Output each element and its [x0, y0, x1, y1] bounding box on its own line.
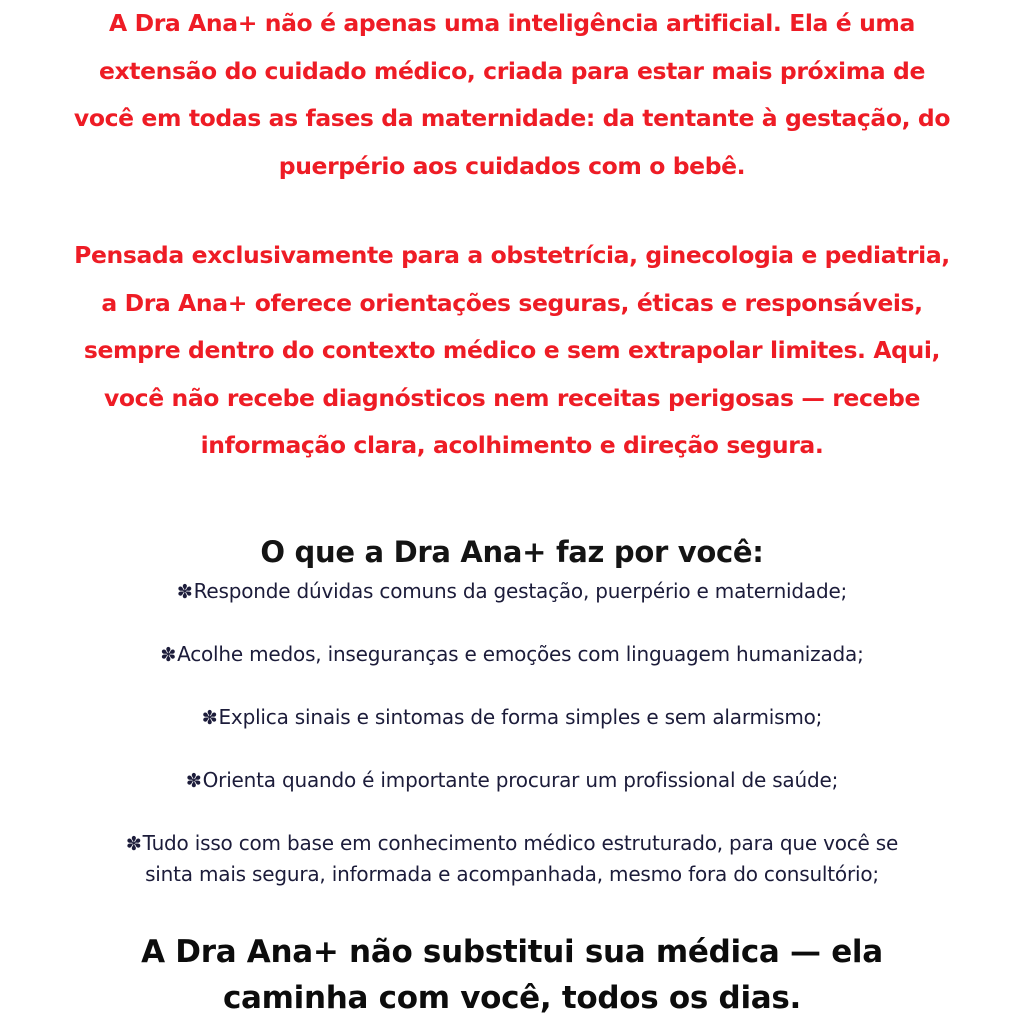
mission-line-3: sempre dentro do contexto médico e sem extrapolar limites. Aqui,: [83, 336, 941, 364]
feature-item: [8, 765, 1016, 796]
features-list: [8, 576, 1016, 889]
feature-text-line-1: Tudo isso com base em conhecimento médico estruturado, para que você se: [142, 830, 899, 855]
closing-line-2: caminha com você, todos os dias.: [222, 979, 802, 1016]
feature-text: Explica sinais e sintomas de forma simples e sem alarmismo;: [218, 704, 823, 729]
mission-line-1: Pensada exclusivamente para a obstetrícia, ginecologia e pediatria,: [74, 241, 950, 269]
feature-text: Orienta quando é importante procurar um profissional de saúde;: [202, 767, 839, 792]
closing-statement: [8, 929, 1016, 1021]
feature-text-line-2: sinta mais segura, informada e acompanhada, mesmo fora do consultório;: [145, 861, 879, 886]
intro-line-2: extensão do cuidado médico, criada para estar mais próxima de: [99, 56, 925, 85]
mission-paragraph: [8, 232, 1016, 470]
flower-bullet-icon: ✽: [176, 580, 193, 603]
intro-line-3: você em todas as fases da maternidade: da tentante à gestação, do: [73, 104, 951, 132]
intro-line-1: A Dra Ana+ não é apenas uma inteligência artificial. Ela é uma: [109, 9, 915, 37]
flower-bullet-icon: ✽: [201, 706, 218, 729]
intro-line-4: puerpério aos cuidados com o bebê.: [278, 151, 746, 180]
feature-item: [8, 828, 1016, 889]
flower-bullet-icon: ✽: [160, 643, 177, 666]
feature-item: [8, 639, 1016, 670]
feature-item: [8, 702, 1016, 733]
features-heading: O que a Dra Ana+ faz por você:: [260, 534, 764, 569]
feature-text: Responde dúvidas comuns da gestação, puerpério e maternidade;: [193, 578, 848, 603]
flower-bullet-icon: ✽: [185, 769, 202, 792]
feature-item: [8, 576, 1016, 607]
closing-line-1: A Dra Ana+ não substitui sua médica — ela: [141, 933, 883, 970]
flower-bullet-icon: ✽: [125, 832, 142, 855]
feature-text: Acolhe medos, inseguranças e emoções com linguagem humanizada;: [177, 641, 864, 666]
mission-line-4: você não recebe diagnósticos nem receitas perigosas — recebe: [104, 383, 920, 412]
mission-line-2: a Dra Ana+ oferece orientações seguras, éticas e responsáveis,: [101, 288, 923, 317]
mission-line-5: informação clara, acolhimento e direção segura.: [200, 431, 824, 459]
intro-paragraph: [8, 0, 1016, 190]
